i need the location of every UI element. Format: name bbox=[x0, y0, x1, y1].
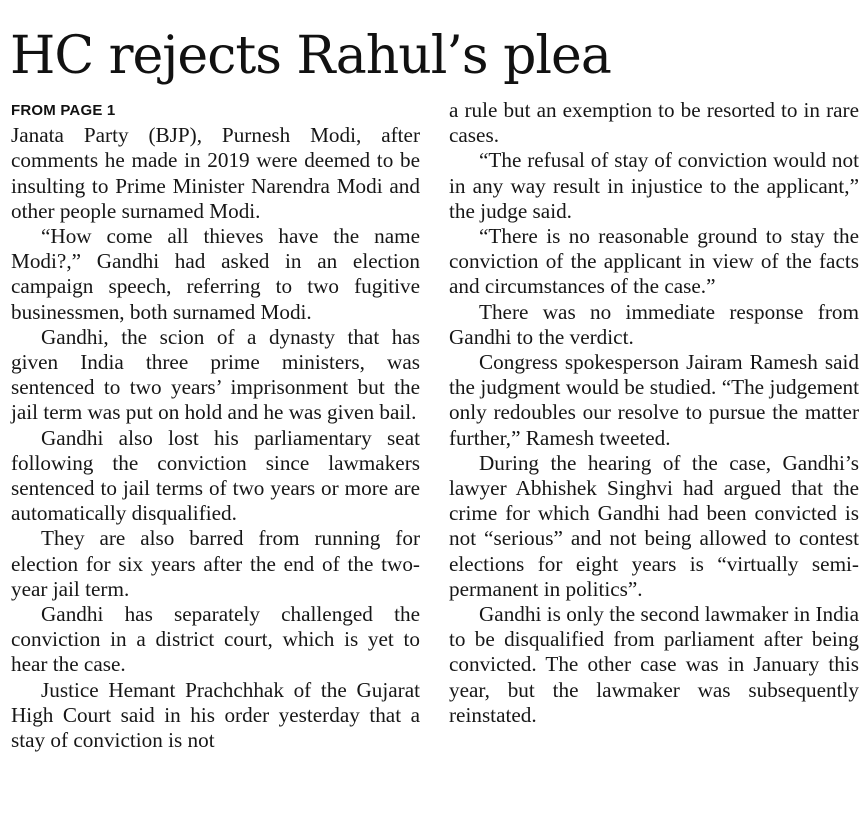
paragraph: During the hearing of the case, Gandhi’s lawyer Abhishek Singhvi had argued that the crime for which Gandhi had been convicted is not “serious” and not being allowed to contest elections for eight years is “virtually semi-permanent in politics”. bbox=[449, 450, 859, 601]
paragraph: Congress spokesperson Jairam Ramesh said the judgment would be studied. “The judgement only redoubles our resolve to pursue the matter further,” Ramesh tweeted. bbox=[449, 350, 859, 450]
paragraph: “There is no reasonable ground to stay the conviction of the applicant in view of the facts and circumstances of the case.” bbox=[449, 224, 859, 299]
paragraph: Gandhi has separately challenged the conviction in a district court, which is yet to hear the case. bbox=[11, 602, 420, 677]
continuation-kicker: FROM PAGE 1 bbox=[11, 102, 116, 119]
paragraph: Justice Hemant Prachchhak of the Gujarat High Court said in his order yesterday that a stay of conviction is not bbox=[11, 677, 420, 753]
article-column-left bbox=[11, 98, 420, 753]
paragraph: There was no immediate response from Gandhi to the verdict. bbox=[449, 299, 859, 349]
article-column-right bbox=[449, 98, 859, 728]
paragraph: Gandhi also lost his parliamentary seat following the conviction since lawmakers sentenced to jail terms of two years or more are automatically disqualified. bbox=[11, 425, 420, 526]
paragraph: “The refusal of stay of conviction would not in any way result in injustice to the applicant,” the judge said. bbox=[449, 148, 859, 223]
paragraph: They are also barred from running for election for six years after the end of the two-year jail term. bbox=[11, 526, 420, 601]
paragraph: Gandhi, the scion of a dynasty that has given India three prime ministers, was sentenced to two years’ imprisonment but the jail term was put on hold and he was given bail. bbox=[11, 324, 420, 425]
paragraph: “How come all thieves have the name Modi?,” Gandhi had asked in an election campaign speech, referring to two fugitive businessmen, both surnamed Modi. bbox=[11, 224, 420, 324]
headline: HC rejects Rahul’s plea bbox=[10, 26, 611, 86]
paragraph: Gandhi is only the second lawmaker in India to be disqualified from parliament after being convicted. The other case was in January this year, but the lawmaker was subsequently reinstated. bbox=[449, 602, 859, 727]
paragraph: Janata Party (BJP), Purnesh Modi, after comments he made in 2019 were deemed to be insulting to Prime Minister Narendra Modi and other people surnamed Modi. bbox=[11, 123, 420, 223]
paragraph: a rule but an exemption to be resorted to in rare cases. bbox=[449, 98, 859, 148]
